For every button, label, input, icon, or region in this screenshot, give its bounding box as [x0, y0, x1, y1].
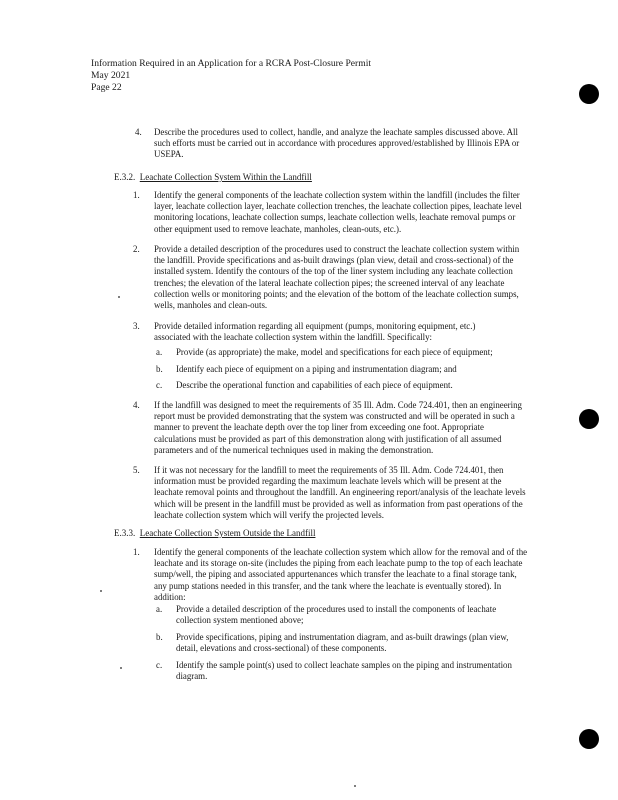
scan-speck: [100, 590, 102, 592]
sub-item-letter: b.: [156, 364, 163, 374]
punch-hole-mark: [579, 409, 599, 429]
scan-speck: [118, 296, 120, 298]
list-number: 2.: [133, 244, 140, 254]
punch-hole-mark: [579, 729, 599, 749]
sub-item-text: Identify the sample point(s) used to collect leachate samples on the piping and instrumentation diagram.: [176, 660, 512, 682]
list-item-text: If the landfill was designed to meet the requirements of 35 Ill. Adm. Code 724.401, then an engineering report must be provided demonstrating that the system was constructed and will be operated in such a manner to prevent the leachate depth over the top liner from exceeding one foot. Appropriate calculations must be provided as part of this demonstration along with justification of all assumed parameters and of the numerical techniques used in making the demonstration.: [154, 400, 522, 455]
section-heading: [114, 527, 315, 539]
page-header: [91, 58, 371, 94]
section-number: E.3.2.: [114, 172, 136, 182]
header-title: Information Required in an Application for a RCRA Post-Closure Permit: [91, 58, 372, 69]
list-number: 3.: [133, 321, 140, 331]
sub-item-letter: b.: [156, 632, 163, 642]
list-number: 5.: [133, 465, 140, 475]
sub-item-letter: a.: [156, 347, 163, 357]
section-title: Leachate Collection System Within the Landfill: [139, 172, 312, 182]
list-item-text: Provide a detailed description of the procedures used to construct the leachate collection system within the landfill. Provide specifications and as-built drawings (plan view, detail and cross-sectional) of the installed system. Identify the contours of the top of the liner system including any leachate collection trenches; the elevation of the lateral leachate collection pipes; the screened interval of any leachate collection wells or monitoring points; and the elevation of the bottom of the leachate collection sumps, wells, manholes and clean-outs.: [154, 244, 520, 311]
section-heading: [114, 171, 312, 183]
sub-item-letter: a.: [156, 604, 163, 614]
list-number: 1.: [133, 190, 140, 200]
header-page-number: Page 22: [91, 82, 122, 93]
section-number: E.3.3.: [114, 528, 136, 538]
header-date: May 2021: [91, 70, 131, 81]
section-title: Leachate Collection System Outside the Landfill: [139, 528, 316, 538]
list-number: 1.: [133, 547, 140, 557]
sub-item-text: Identify each piece of equipment on a piping and instrumentation diagram; and: [176, 364, 457, 374]
list-number: 4.: [133, 400, 140, 410]
list-item-text: Identify the general components of the leachate collection system which allow for the removal and of the leachate and its storage on-site (includes the piping from each leachate pump to the top of each leachate sump/well, the piping and associated appurtenances which transfer the leachate to a final storage tank, any pump stations needed in this transfer, and the tank where the leachate is eventually stored). In addition:: [154, 547, 528, 602]
sub-item-text: Provide specifications, piping and instrumentation diagram, and as-built drawings (plan view, detail, elevations and cross-sectional) of these components.: [176, 632, 509, 654]
sub-item-letter: c.: [156, 660, 163, 670]
list-item-text: If it was not necessary for the landfill to meet the requirements of 35 Ill. Adm. Code 724.401, then information must be provided regarding the maximum leachate levels which will be present at the leachate removal points and throughout the landfill. An engineering report/analysis of the leachate levels which will be present in the landfill must be provided as well as information from past operations of the leachate collection system which will verify the projected levels.: [154, 465, 526, 520]
sub-item-text: Describe the operational function and capabilities of each piece of equipment.: [176, 380, 453, 390]
punch-hole-mark: [579, 84, 599, 104]
sub-item-letter: c.: [156, 380, 163, 390]
scan-speck: [120, 667, 122, 669]
sub-item-text: Provide (as appropriate) the make, model and specifications for each piece of equipment;: [176, 347, 493, 357]
sub-item-text: Provide a detailed description of the procedures used to install the components of leachate collection system mentioned above;: [176, 604, 497, 626]
list-number: 4.: [135, 127, 142, 137]
scan-speck: [354, 785, 356, 787]
list-item-text: Identify the general components of the leachate collection system within the landfill (includes the filter layer, leachate collection layer, leachate collection trenches, the leachate collection pipes, leachate level monitoring locations, leachate collection sumps, leachate collection wells, leachate removal pumps or other equipment used to remove leachate, manholes, clean-outs, etc.).: [154, 190, 522, 234]
list-item-text: Provide detailed information regarding all equipment (pumps, monitoring equipment, etc.) associated with the leachate collection system within the landfill. Specifically:: [154, 321, 476, 343]
list-item-text: Describe the procedures used to collect, handle, and analyze the leachate samples discussed above. All such efforts must be carried out in accordance with procedures approved/established by Illinois EPA or USEPA.: [154, 127, 520, 160]
